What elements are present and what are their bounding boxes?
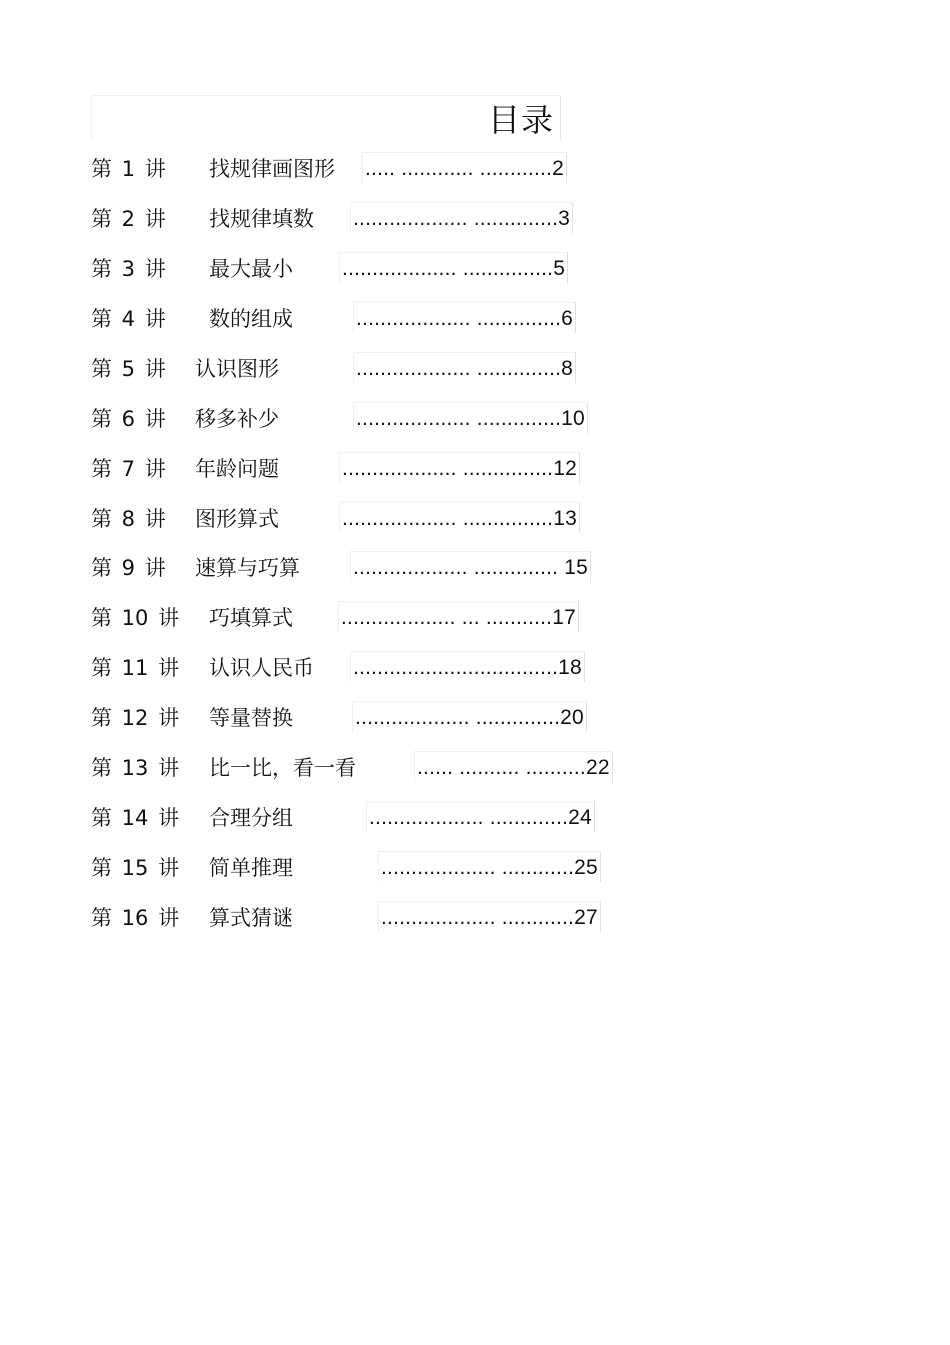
- toc-entry-16: [0, 901, 950, 941]
- page-title: 目录: [487, 101, 554, 139]
- lesson-title: 简单推理: [209, 856, 293, 880]
- toc-entry-6: [0, 402, 950, 442]
- toc-entry-12: [0, 701, 950, 741]
- page-reference: ................... .............24: [366, 801, 595, 832]
- toc-entry-5: [0, 352, 950, 392]
- toc-entry-1: [0, 152, 950, 192]
- toc-entry-9: [0, 551, 950, 591]
- lesson-number: 第 1 讲: [91, 157, 166, 181]
- lesson-title: 最大最小: [209, 257, 293, 281]
- lesson-title: 找规律画图形: [209, 157, 335, 181]
- toc-entry-15: [0, 851, 950, 891]
- lesson-title: 数的组成: [209, 307, 293, 331]
- page-reference: ..................................18: [350, 651, 585, 682]
- lesson-title: 认识人民币: [209, 656, 314, 680]
- lesson-number: 第 4 讲: [91, 307, 166, 331]
- lesson-title: 移多补少: [195, 407, 279, 431]
- page-reference: ...... .......... ..........22: [414, 751, 613, 782]
- page-reference: ................... ..............20: [352, 701, 587, 732]
- lesson-number: 第 13 讲: [91, 756, 180, 780]
- page-reference: ................... ............27: [378, 901, 601, 932]
- lesson-number: 第 12 讲: [91, 706, 180, 730]
- lesson-title: 认识图形: [195, 357, 279, 381]
- lesson-title: 比一比，看一看: [209, 756, 356, 780]
- toc-entry-10: [0, 601, 950, 641]
- lesson-title: 合理分组: [209, 806, 293, 830]
- lesson-number: 第 5 讲: [91, 357, 166, 381]
- toc-entry-4: [0, 302, 950, 342]
- lesson-number: 第 6 讲: [91, 407, 166, 431]
- lesson-title: 找规律填数: [209, 207, 314, 231]
- lesson-title: 算式猜谜: [209, 906, 293, 930]
- toc-entry-3: [0, 252, 950, 292]
- lesson-number: 第 7 讲: [91, 457, 166, 481]
- lesson-number: 第 11 讲: [91, 656, 180, 680]
- lesson-number: 第 2 讲: [91, 207, 166, 231]
- lesson-number: 第 9 讲: [91, 556, 166, 580]
- lesson-number: 第 3 讲: [91, 257, 166, 281]
- lesson-number: 第 14 讲: [91, 806, 180, 830]
- lesson-number: 第 10 讲: [91, 606, 180, 630]
- page-reference: ................... ...............13: [339, 502, 580, 533]
- page-reference: ................... ...............5: [339, 252, 568, 283]
- page-reference: ................... ............25: [378, 851, 601, 882]
- title-box: [91, 95, 561, 141]
- page-reference: ................... .............. 15: [350, 551, 591, 582]
- lesson-title: 图形算式: [195, 507, 279, 531]
- toc-entry-8: [0, 502, 950, 542]
- toc-entry-7: [0, 452, 950, 492]
- toc-entry-2: [0, 202, 950, 242]
- page-reference: ................... ..............6: [353, 302, 576, 333]
- toc-entry-11: [0, 651, 950, 691]
- page-reference: ..... ............ ............2: [362, 152, 567, 183]
- toc-entry-14: [0, 801, 950, 841]
- lesson-number: 第 16 讲: [91, 906, 180, 930]
- page-reference: ................... ...............12: [339, 452, 580, 483]
- lesson-title: 巧填算式: [209, 606, 293, 630]
- lesson-number: 第 8 讲: [91, 507, 166, 531]
- toc-entry-13: [0, 751, 950, 791]
- page-reference: ................... ..............8: [353, 352, 576, 383]
- lesson-number: 第 15 讲: [91, 856, 180, 880]
- page-reference: ................... ... ...........17: [338, 601, 579, 632]
- lesson-title: 等量替换: [209, 706, 293, 730]
- lesson-title: 年龄问题: [195, 457, 279, 481]
- lesson-title: 速算与巧算: [195, 556, 300, 580]
- page-reference: ................... ..............10: [353, 402, 588, 433]
- page-reference: ................... ..............3: [350, 202, 573, 233]
